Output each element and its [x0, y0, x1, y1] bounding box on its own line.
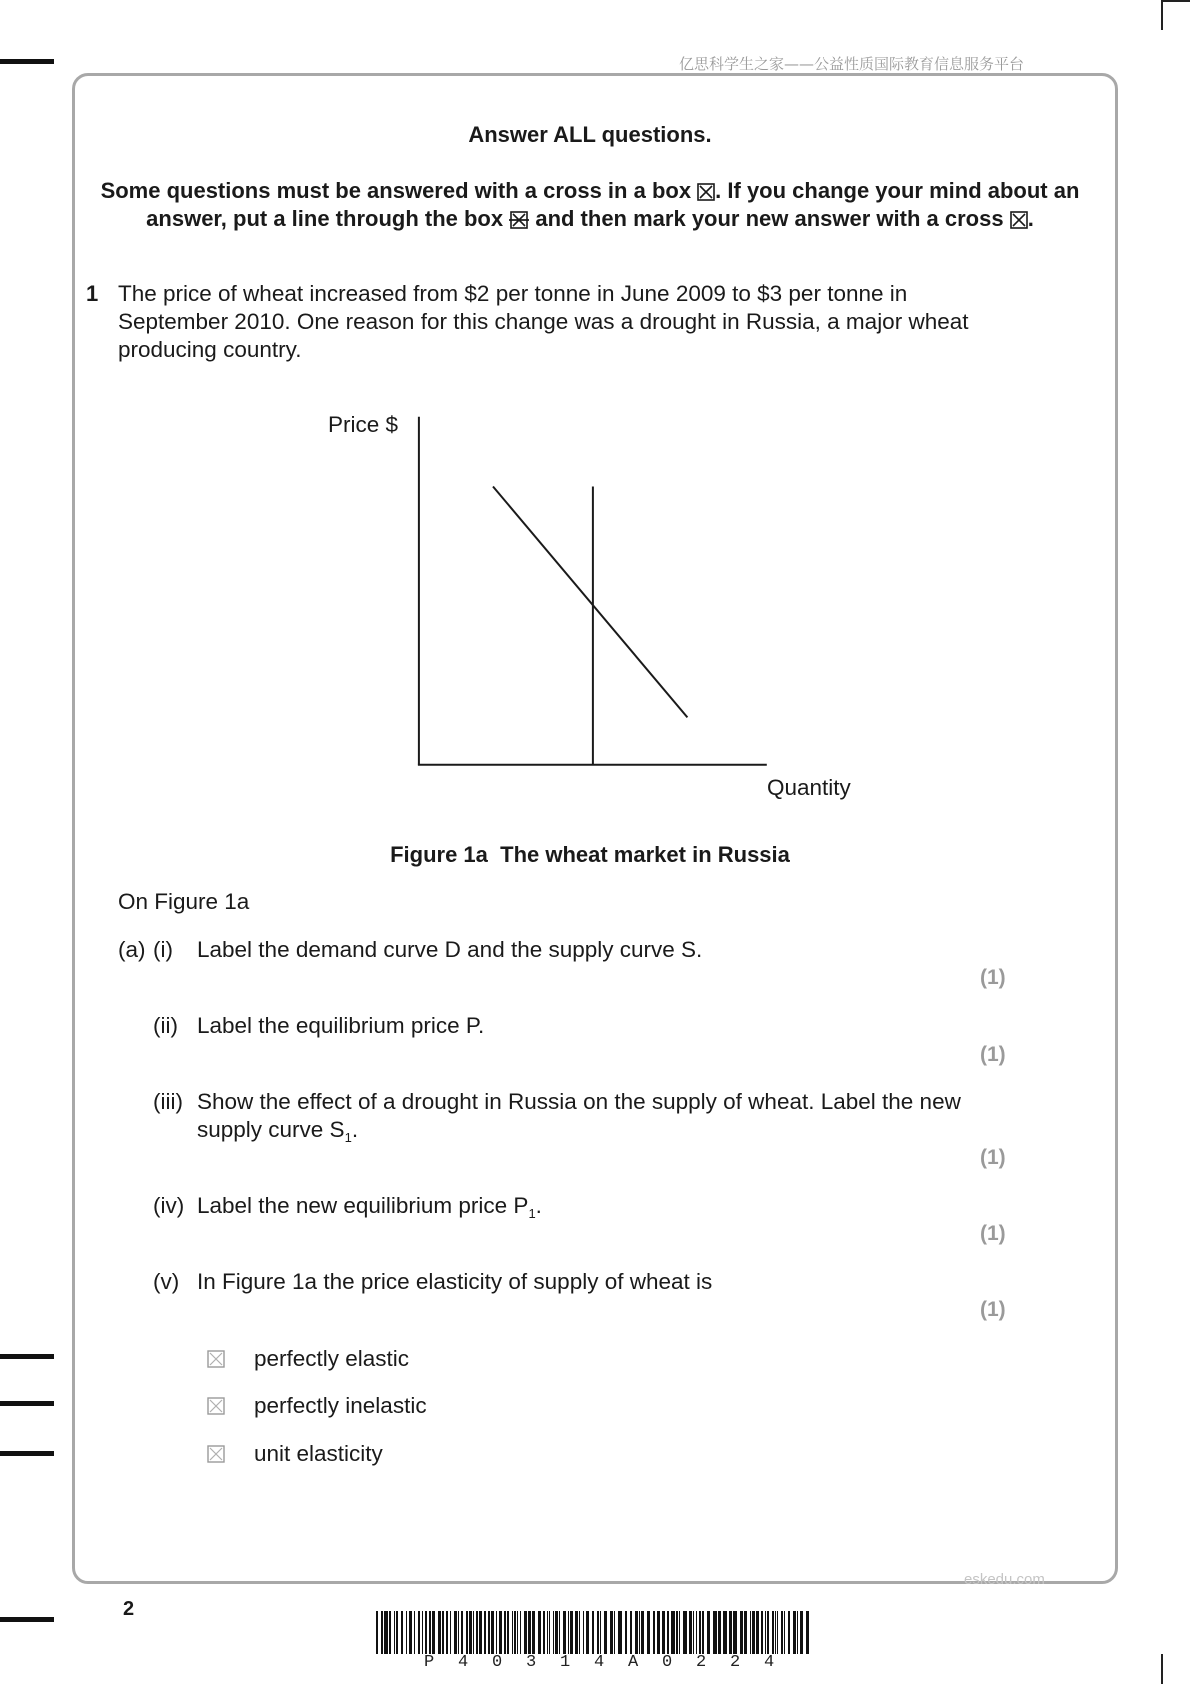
barcode-bar	[597, 1611, 599, 1654]
barcode-bar	[454, 1611, 457, 1654]
barcode-bar	[793, 1611, 796, 1654]
barcode-bar	[676, 1611, 678, 1654]
instructions-text: answer, put a line through the box	[146, 206, 510, 231]
instructions-text: Some questions must be answered with a cross in a box	[100, 178, 698, 203]
margin-mark	[0, 59, 54, 64]
barcode-bar	[653, 1611, 655, 1654]
subpart-label: (iv)	[153, 1193, 185, 1218]
answer-checkbox-unit-elasticity[interactable]	[207, 1445, 225, 1463]
answer-checkbox-perfectly-elastic[interactable]	[207, 1350, 225, 1368]
barcode-bar	[488, 1611, 490, 1654]
barcode-bar	[504, 1611, 506, 1654]
x-axis-label: Quantity	[767, 775, 851, 800]
barcode-bar	[657, 1611, 660, 1654]
question-stem-line: The price of wheat increased from $2 per tonne in June 2009 to $3 per tonne in	[118, 281, 908, 306]
barcode-bar	[740, 1611, 743, 1654]
barcode-bar	[592, 1611, 594, 1654]
barcode-bar	[438, 1611, 441, 1654]
barcode-bar	[718, 1611, 721, 1654]
watermark-bottom: eskedu.com	[964, 1571, 1045, 1588]
subscript: 1	[344, 1130, 352, 1145]
barcode-bar	[563, 1611, 566, 1654]
page-number: 2	[123, 1598, 135, 1620]
barcode-bar	[512, 1611, 513, 1654]
margin-mark	[0, 1401, 54, 1406]
option-label: perfectly inelastic	[254, 1393, 427, 1418]
barcode-bar	[679, 1611, 680, 1654]
subpart-label: (i)	[153, 937, 173, 962]
margin-mark	[0, 1617, 54, 1622]
marks-label: (1)	[980, 1298, 1006, 1321]
struck-cross-box-icon	[509, 211, 529, 229]
barcode-bar	[432, 1611, 435, 1654]
barcode-bar	[466, 1611, 468, 1654]
barcode-bar	[507, 1611, 509, 1654]
subpart-label: (v)	[153, 1269, 180, 1294]
barcode-bar	[401, 1611, 403, 1654]
barcode-bar	[524, 1611, 527, 1654]
barcode-bar	[547, 1611, 548, 1654]
crop-mark	[1163, 0, 1190, 2]
subpart-text: Label the equilibrium price P.	[197, 1013, 485, 1038]
barcode-bar	[389, 1611, 391, 1654]
wheat-market-diagram	[400, 400, 780, 770]
question-number: 1	[86, 281, 99, 306]
barcode-bar	[381, 1611, 383, 1654]
demand-curve-line	[493, 487, 687, 718]
barcode-bar	[707, 1611, 710, 1654]
barcode-bar	[752, 1611, 755, 1654]
barcode-bar	[555, 1611, 558, 1654]
barcode-bar	[473, 1611, 474, 1654]
barcode-bar	[662, 1611, 665, 1654]
barcode-bar	[514, 1611, 516, 1654]
barcode-bar	[647, 1611, 650, 1654]
figure-caption: Figure 1a The wheat market in Russia	[390, 842, 790, 867]
barcode-bar	[667, 1611, 669, 1654]
barcode-bar	[496, 1611, 497, 1654]
barcode-bar	[532, 1611, 535, 1654]
barcode-icon	[376, 1611, 810, 1654]
barcode-bar	[538, 1611, 541, 1654]
barcode-bar	[733, 1611, 737, 1654]
barcode-bar	[476, 1611, 478, 1654]
cross-box-icon	[1010, 211, 1028, 229]
barcode-bar	[696, 1611, 697, 1654]
barcode-bar	[461, 1611, 463, 1654]
subscript: 1	[528, 1206, 536, 1221]
barcode-bar	[713, 1611, 717, 1654]
question-stem-line: producing country.	[118, 337, 302, 362]
marks-label: (1)	[980, 1222, 1006, 1245]
subpart-text: supply curve S	[197, 1117, 345, 1142]
barcode-bar	[625, 1611, 627, 1654]
subpart-text-line-2	[197, 1116, 358, 1144]
margin-mark	[0, 1354, 54, 1359]
barcode-bar	[784, 1611, 785, 1654]
question-stem-line: September 2010. One reason for this change was a drought in Russia, a major wheat	[118, 309, 969, 334]
barcode-bar	[484, 1611, 486, 1654]
part-label: (a)	[118, 937, 146, 962]
barcode-bar	[729, 1611, 732, 1654]
barcode-bar	[520, 1611, 521, 1654]
instructions-text: and then mark your new answer with a cross	[529, 206, 1010, 231]
barcode-bar	[450, 1611, 451, 1654]
barcode-bar	[394, 1611, 395, 1654]
barcode-bar	[469, 1611, 472, 1654]
barcode-bar	[775, 1611, 776, 1654]
barcode-bar	[418, 1611, 420, 1654]
marks-label: (1)	[980, 1146, 1006, 1169]
barcode-bar	[699, 1611, 701, 1654]
barcode-bar	[671, 1611, 675, 1654]
barcode-bar	[409, 1611, 412, 1654]
barcode-bar	[750, 1611, 751, 1654]
subpart-text-line	[197, 1192, 542, 1220]
cross-box-icon	[697, 183, 715, 201]
margin-mark	[0, 1451, 54, 1456]
barcode-bar	[639, 1611, 640, 1654]
barcode-bar	[479, 1611, 482, 1654]
subpart-text: Label the new equilibrium price P	[197, 1193, 529, 1218]
barcode-bar	[604, 1611, 607, 1654]
barcode-bar	[641, 1611, 644, 1654]
subpart-text: In Figure 1a the price elasticity of supply of wheat is	[197, 1269, 713, 1294]
marks-label: (1)	[980, 966, 1006, 989]
option-label: perfectly elastic	[254, 1346, 410, 1371]
barcode-bar	[568, 1611, 569, 1654]
barcode-bar	[442, 1611, 444, 1654]
barcode-bar	[528, 1611, 531, 1654]
subpart-text: Show the effect of a drought in Russia on the supply of wheat. Label the new	[197, 1089, 961, 1114]
barcode-bar	[499, 1611, 502, 1654]
barcode-bar	[744, 1611, 747, 1654]
subpart-suffix: .	[535, 1193, 542, 1218]
barcode-bar	[425, 1611, 427, 1654]
subpart-label: (iii)	[153, 1089, 183, 1114]
figure-intro: On Figure 1a	[118, 889, 250, 914]
barcode-bar	[702, 1611, 704, 1654]
barcode-bar	[579, 1611, 580, 1654]
barcode-bar	[756, 1611, 759, 1654]
barcode-bar	[414, 1611, 415, 1654]
subpart-suffix: .	[351, 1117, 359, 1142]
watermark-top: 亿思科学生之家——公益性质国际教育信息服务平台	[679, 55, 1025, 73]
instructions-line-2	[72, 205, 1108, 233]
barcode-bar	[761, 1611, 763, 1654]
barcode-bar	[583, 1611, 584, 1654]
barcode-bar	[396, 1611, 398, 1654]
barcode-bar	[429, 1611, 431, 1654]
barcode-bar	[491, 1611, 494, 1654]
barcode-bar	[723, 1611, 727, 1654]
barcode-bar	[458, 1611, 459, 1654]
crop-mark	[1161, 1654, 1163, 1684]
instructions-line-1	[72, 177, 1108, 205]
crop-mark	[1161, 0, 1163, 30]
barcode-bar	[610, 1611, 613, 1654]
barcode-bar	[618, 1611, 622, 1654]
barcode-bar	[777, 1611, 778, 1654]
y-axis-label: Price $	[328, 412, 399, 437]
barcode-bar	[570, 1611, 573, 1654]
barcode-bar	[559, 1611, 560, 1654]
barcode-bar	[376, 1611, 378, 1654]
barcode-bar	[767, 1611, 769, 1654]
option-label: unit elasticity	[254, 1441, 383, 1466]
barcode-bar	[446, 1611, 448, 1654]
barcode-bar	[693, 1611, 694, 1654]
barcode-bar	[781, 1611, 783, 1654]
barcode-bar	[635, 1611, 638, 1654]
instructions-heading: Answer ALL questions.	[468, 122, 712, 147]
barcode-bar	[406, 1611, 407, 1654]
barcode-bar	[586, 1611, 589, 1654]
instructions-text: .	[1027, 206, 1034, 231]
barcode-bar	[689, 1611, 692, 1654]
barcode-bar	[765, 1611, 766, 1654]
barcode-bar	[384, 1611, 388, 1654]
barcode-bar	[517, 1611, 518, 1654]
barcode-bar	[553, 1611, 554, 1654]
barcode-bar	[683, 1611, 687, 1654]
barcode-bar	[630, 1611, 632, 1654]
subpart-label: (ii)	[153, 1013, 178, 1038]
barcode-bar	[575, 1611, 578, 1654]
marks-label: (1)	[980, 1043, 1006, 1066]
barcode-text: P 4 0 3 1 4 A 0 2 2 4	[424, 1653, 782, 1672]
barcode-bar	[543, 1611, 545, 1654]
barcode-bar	[788, 1611, 790, 1654]
barcode-bar	[600, 1611, 601, 1654]
barcode-bar	[800, 1611, 803, 1654]
barcode-bar	[614, 1611, 615, 1654]
instructions-text: . If you change your mind about an	[715, 178, 1080, 203]
subpart-text: Label the demand curve D and the supply curve S.	[197, 937, 703, 962]
barcode-bar	[772, 1611, 774, 1654]
barcode-bar	[797, 1611, 798, 1654]
barcode-bar	[549, 1611, 550, 1654]
barcode-bar	[422, 1611, 423, 1654]
barcode-bar	[806, 1611, 809, 1654]
answer-checkbox-perfectly-inelastic[interactable]	[207, 1397, 225, 1415]
